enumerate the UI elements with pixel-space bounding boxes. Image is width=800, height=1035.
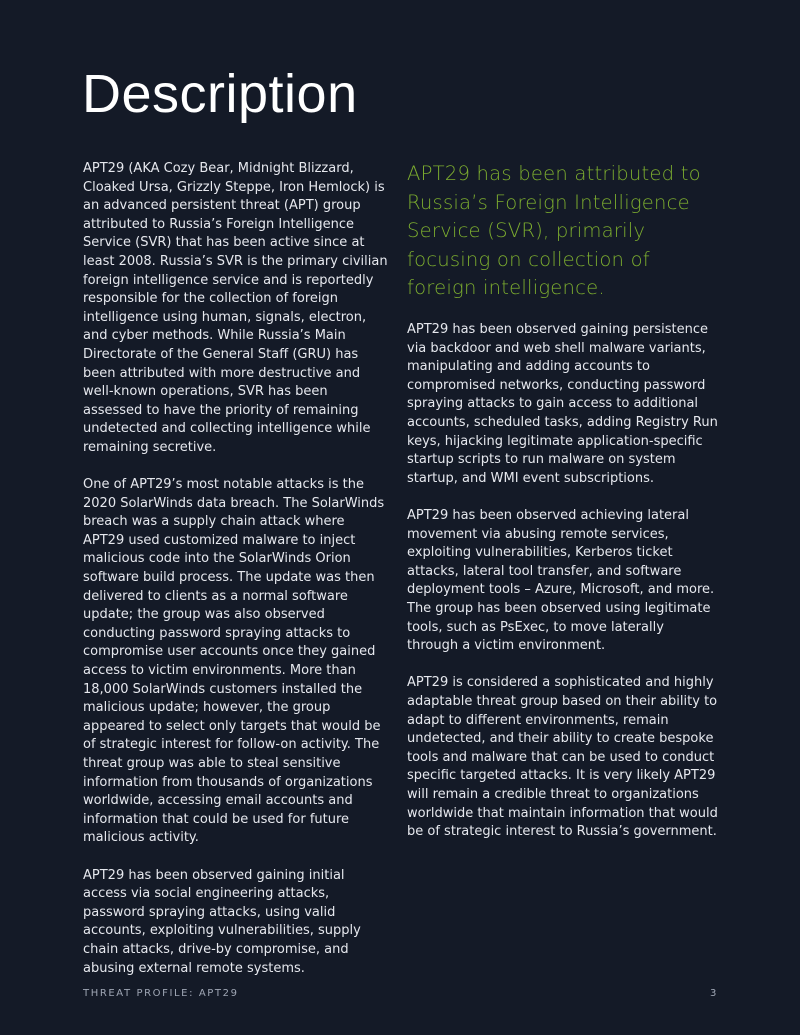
- paragraph-persistence: APT29 has been observed gaining persistence via backdoor and web shell malware variants, manipulating and adding accounts to compromised networks, conducting password spraying attacks to gain access to additional accounts, scheduled tasks, adding Registry Run keys, hijacking legitimate application-specific startup scripts to run malware on system startup, and WMI event subscriptions.: [407, 322, 718, 486]
- page-footer: [83, 988, 718, 999]
- page-title: Description: [82, 64, 358, 124]
- paragraph-aliases-overview: APT29 (AKA Cozy Bear, Midnight Blizzard, Cloaked Ursa, Grizzly Steppe, Iron Hemlock) is an advanced persistent threat (APT) group attributed to Russia’s Foreign Intelligence Service (SVR) that has been active since at least 2008. Russia’s SVR is the primary civilian foreign intelligence service and is reportedly responsible for the collection of foreign intelligence using human, signals, electron, and cyber methods. While Russia’s Main Directorate of the General Staff (GRU) has been attributed with more destructive and well-known operations, SVR has been assessed to have the priority of remaining undetected and collecting intelligence while remaining secretive.: [83, 161, 388, 455]
- paragraph-initial-access: APT29 has been observed gaining initial access via social engineering attacks, password spraying attacks, using valid accounts, exploiting vulnerabilities, supply chain attacks, drive-by compromise, and abusing external remote systems.: [83, 867, 361, 976]
- left-column: [83, 160, 389, 997]
- page-number: 3: [710, 988, 718, 999]
- footer-label: THREAT PROFILE: APT29: [83, 988, 239, 999]
- paragraph-assessment: APT29 is considered a sophisticated and highly adaptable threat group based on their ability to adapt to different environments, remain undetected, and their ability to create bespoke tools and malware that can be used to conduct specific targeted attacks. It is very likely APT29 will remain a credible threat to organizations worldwide that maintain information that would be of strategic interest to Russia’s government.: [407, 675, 718, 840]
- paragraph-solarwinds-breach: One of APT29’s most notable attacks is the 2020 SolarWinds data breach. The SolarWinds breach was a supply chain attack where APT29 used customized malware to inject malicious code into the SolarWinds Orion software build process. The update was then delivered to clients as a normal software update; the group was also observed conducting password spraying attacks to compromise user accounts once they gained access to victim environments. More than 18,000 SolarWinds customers installed the malicious update; however, the group appeared to select only targets that would be of strategic interest for follow-on activity. The threat group was able to steal sensitive information from thousands of organizations worldwide, accessing email accounts and information that could be used for future malicious activity.: [83, 477, 385, 846]
- right-column: [407, 160, 719, 860]
- paragraph-lateral-movement: APT29 has been observed achieving lateral movement via abusing remote services, exploiting vulnerabilities, Kerberos ticket attacks, lateral tool transfer, and software deployment tools – Azure, Microsoft, and more. The group has been observed using legitimate tools, such as PsExec, to move laterally through a victim environment.: [407, 508, 715, 654]
- pull-quote: APT29 has been attributed to Russia’s Foreign Intelligence Service (SVR), primarily focusing on collection of foreign intelligence.: [407, 162, 701, 299]
